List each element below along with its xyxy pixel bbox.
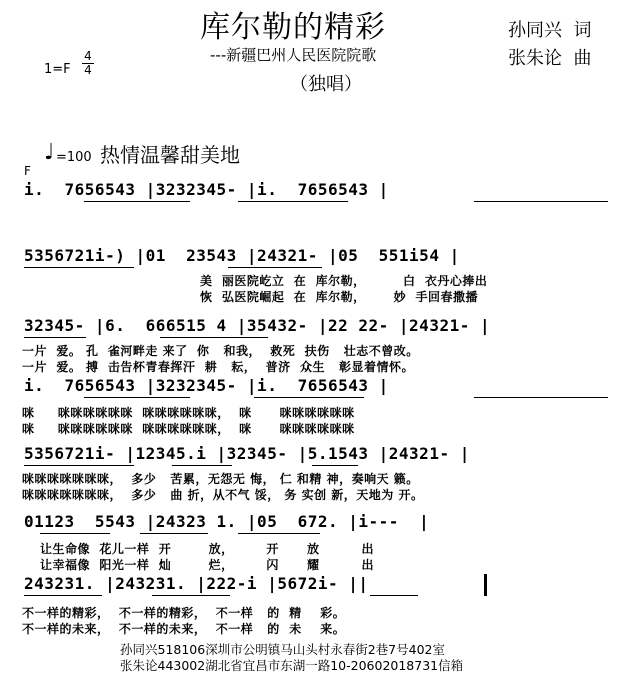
beam-line <box>312 465 358 466</box>
dynamic-mark: F <box>24 164 31 178</box>
beam-line <box>370 595 418 596</box>
notation-line-1: i. 7656543 |3232345- |i. 7656543 | <box>24 180 389 199</box>
beam-line <box>84 201 190 202</box>
song-title: 库尔勒的精彩 <box>200 10 386 45</box>
lyricist-credit: 孙同兴 词 <box>508 20 592 41</box>
lyric-line: 让生命像 花儿一样 开 放， 开 放 出 <box>40 542 375 556</box>
lyric-line: 咪咪咪咪咪咪咪， 多少 曲 折，从不气 馁， 务 实创 新，天地为 开。 <box>22 488 424 502</box>
beam-line <box>238 533 320 534</box>
beam-line <box>24 465 134 466</box>
beam-line <box>172 465 232 466</box>
beam-line <box>24 595 102 596</box>
composer-credit: 张朱论 曲 <box>508 48 592 69</box>
beam-line <box>474 397 608 398</box>
notation-line-5: 5356721i- |12345.i |32345- |5.1543 |24321- | <box>24 444 470 463</box>
lyric-line: 一片 爱。 搏 击告杯青春挥汗 耕 耘， 普济 众生 彰显着情怀。 <box>22 360 415 374</box>
beam-line <box>238 201 348 202</box>
time-signature <box>82 50 94 77</box>
lyric-line: 咪 咪咪咪咪咪咪 咪咪咪咪咪咪， 咪 咪咪咪咪咪咪 <box>22 406 355 420</box>
quarter-note-icon: ♩ <box>44 140 55 165</box>
time-bottom: 4 <box>84 63 92 77</box>
beam-line <box>84 397 190 398</box>
lyric-line: 咪 咪咪咪咪咪咪 咪咪咪咪咪咪， 咪 咪咪咪咪咪咪 <box>22 422 355 436</box>
lyric-line: 咪咪咪咪咪咪咪， 多少 苦累，无怨无 悔， 仁 和精 神，奏响天 籁。 <box>22 472 419 486</box>
lyric-line: 一片 爱。 孔 雀河畔走 来了 你 和我， 救死 扶伤 壮志不曾改。 <box>22 344 419 358</box>
beam-line <box>40 533 110 534</box>
beam-line <box>228 267 322 268</box>
lyric-line: 美 丽医院屹立 在 库尔勒， 白 衣丹心捧出 <box>200 274 488 288</box>
performance-mode: （独唱） <box>290 74 362 95</box>
time-top: 4 <box>84 49 92 63</box>
tempo-marking: =100 <box>56 150 92 165</box>
beam-line <box>24 267 134 268</box>
key-signature: 1=F <box>44 62 71 77</box>
notation-line-2: 5356721i-) |01 23543 |24321- |05 551i54 | <box>24 246 460 265</box>
expression-marking: 热情温馨甜美地 <box>100 143 240 167</box>
lyric-line: 恢 弘医院崛起 在 库尔勒， 妙 手回春撒播 <box>200 290 478 304</box>
song-subtitle: ---新疆巴州人民医院院歌 <box>210 46 377 64</box>
beam-line <box>254 397 364 398</box>
composer-address: 张朱论443002湖北省宜昌市东湖一路10-20602018731信箱 <box>120 658 464 673</box>
lyric-line: 不一样的精彩， 不一样的精彩， 不一样 的 精 彩。 <box>22 606 346 620</box>
notation-line-6: 01123 5543 |24323 1. |05 672. |i--- | <box>24 512 430 531</box>
beam-line <box>474 201 608 202</box>
beam-line <box>152 595 230 596</box>
lyricist-address: 孙同兴518106深圳市公明镇马山头村永春街2巷7号402室 <box>120 642 445 657</box>
notation-line-4: i. 7656543 |3232345- |i. 7656543 | <box>24 376 389 395</box>
lyric-line: 让幸福像 阳光一样 灿 烂， 闪 耀 出 <box>40 558 375 572</box>
notation-line-7: 243231. |243231. |222-i |5672i- || <box>24 574 369 593</box>
beam-line <box>160 337 268 338</box>
beam-line <box>140 533 208 534</box>
notation-line-3: 32345- |6. 666515 4 |35432- |22 22- |24321- | <box>24 316 491 335</box>
beam-line <box>24 337 86 338</box>
lyric-line: 不一样的未来， 不一样的未来， 不一样 的 未 来。 <box>22 622 346 636</box>
final-barline <box>484 574 487 596</box>
